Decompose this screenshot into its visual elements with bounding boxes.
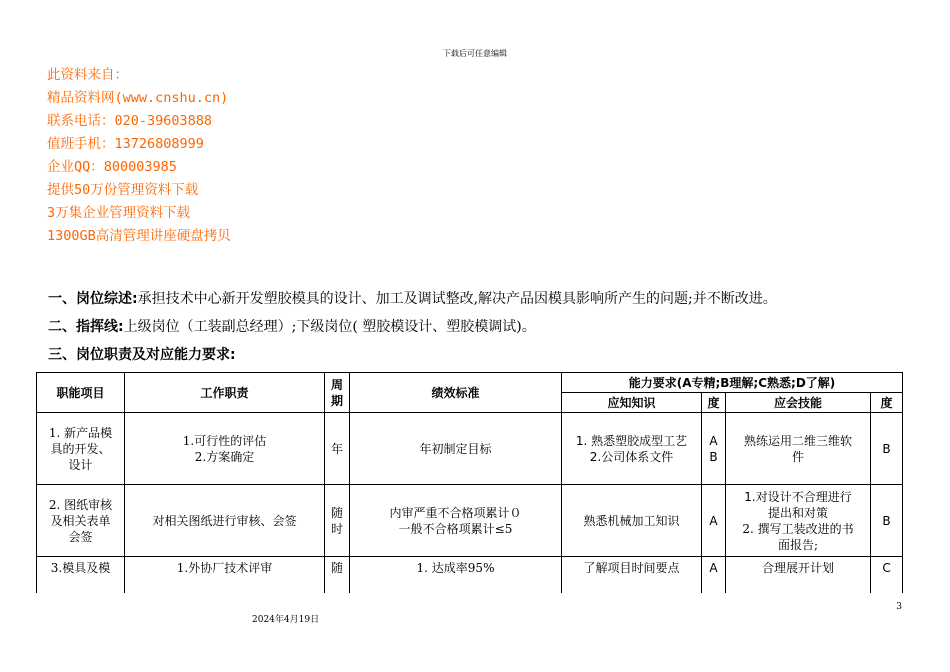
cell-duty: 1.可行性的评估 2.方案确定 (125, 413, 325, 485)
section-heading: 三、岗位职责及对应能力要求: (48, 347, 236, 363)
header-note: 下载后可任意编辑 (443, 49, 507, 58)
cell-skill: 合理展开计划 (726, 557, 871, 593)
promo-line: 联系电话：020-39603888 (47, 113, 213, 129)
promo-line: 值班手机：13726808999 (47, 136, 204, 152)
cell-degree-2: C (871, 557, 903, 593)
cell-degree-1: A (702, 485, 726, 557)
header-duty: 工作职责 (125, 373, 325, 413)
header-degree-2: 度 (871, 393, 903, 413)
cell-kpi: 内审严重不合格项累计０ 一般不合格项累计≤5 (350, 485, 562, 557)
section-heading: 二、指挥线: (48, 319, 124, 335)
cell-duty: 对相关图纸进行审核、会签 (125, 485, 325, 557)
promo-block (47, 64, 231, 248)
cell-skill: 熟练运用二维三维软 件 (726, 413, 871, 485)
duty-table (36, 372, 903, 593)
cell-duty: 1.外协厂技术评审 (125, 557, 325, 593)
page-number: 3 (896, 602, 902, 612)
promo-line: 精品资料网(www.cnshu.cn) (47, 90, 229, 106)
header-knowledge: 应知知识 (562, 393, 702, 413)
cell-knowledge: 1. 熟悉塑胶成型工艺 2.公司体系文件 (562, 413, 702, 485)
section-job-summary (48, 288, 777, 308)
cell-period: 随 时 (325, 485, 350, 557)
promo-line: 提供50万份管理资料下载 (47, 182, 199, 198)
cell-knowledge: 熟悉机械加工知识 (562, 485, 702, 557)
section-duties-heading (48, 344, 236, 364)
section-body: 上级岗位（工装副总经理）;下级岗位( 塑胶模设计、塑胶模调试)。 (123, 319, 536, 335)
table-row (37, 485, 903, 557)
header-ability: 能力要求(A专精;B理解;C熟悉;D了解) (562, 373, 903, 393)
cell-period: 随 (325, 557, 350, 593)
header-skill: 应会技能 (726, 393, 871, 413)
header-kpi: 绩效标准 (350, 373, 562, 413)
promo-line: 1300GB高清管理讲座硬盘拷贝 (47, 228, 231, 244)
cell-item: 1. 新产品模 具的开发、 设计 (37, 413, 125, 485)
footer-date: 2024年4月19日 (252, 615, 320, 625)
cell-knowledge: 了解项目时间要点 (562, 557, 702, 593)
header-degree-1: 度 (702, 393, 726, 413)
section-body: 承担技术中心新开发塑胶模具的设计、加工及调试整改,解决产品因模具影响所产生的问题;并不断改进。 (137, 291, 777, 307)
promo-line: 企业QQ：800003985 (47, 159, 177, 175)
cell-degree-1: A B (702, 413, 726, 485)
cell-item: 2. 图纸审核 及相关表单 会签 (37, 485, 125, 557)
section-heading: 一、岗位综述: (48, 291, 138, 307)
cell-period: 年 (325, 413, 350, 485)
table-row (37, 557, 903, 593)
cell-degree-2: B (871, 485, 903, 557)
cell-kpi: 1. 达成率95% (350, 557, 562, 593)
cell-kpi: 年初制定目标 (350, 413, 562, 485)
cell-degree-2: B (871, 413, 903, 485)
cell-item: 3.模具及模 (37, 557, 125, 593)
header-period (325, 373, 350, 413)
table-row (37, 413, 903, 485)
header-item: 职能项目 (37, 373, 125, 413)
table-header-row (37, 373, 903, 393)
header-period-text: 周 期 (330, 377, 343, 408)
cell-skill: 1.对设计不合理进行 提出和对策 2. 撰写工装改进的书 面报告; (726, 485, 871, 557)
cell-degree-1: A (702, 557, 726, 593)
section-command-line (48, 316, 536, 336)
promo-line: 此资料来自： (47, 67, 128, 83)
promo-line: 3万集企业管理资料下载 (47, 205, 191, 221)
